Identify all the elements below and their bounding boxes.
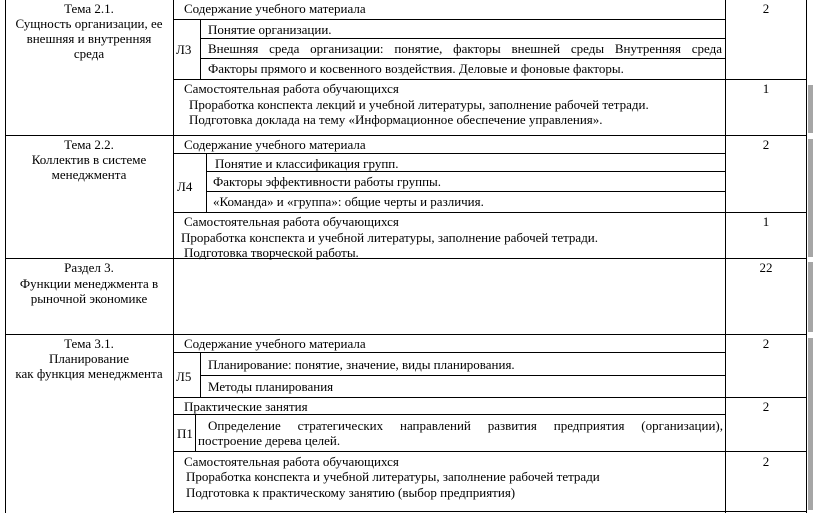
topic-title: как функция менеджмента	[15, 366, 163, 381]
content-item: Понятие организации.	[208, 22, 332, 37]
row-divider	[173, 451, 806, 452]
self-work-line: Проработка конспекта и учебной литературы, заполнение рабочей тетради.	[181, 230, 599, 245]
hours-value: 2	[762, 454, 770, 469]
content-header: Содержание учебного материала	[184, 1, 366, 16]
scan-edge	[808, 85, 813, 133]
lesson-code: Л5	[176, 369, 192, 384]
code-divider	[206, 153, 207, 212]
content-header: Содержание учебного материала	[184, 137, 366, 152]
topic-title: Тема 3.1.	[64, 336, 114, 351]
hours-value: 1	[762, 214, 770, 229]
row-divider	[5, 258, 807, 259]
row-divider	[173, 153, 725, 154]
content-item: Внешняя среда организации: понятие, факторы внешней среды Внутренняя среда	[208, 41, 722, 56]
self-work-line: Проработка конспекта лекций и учебной литературы, заполнение рабочей тетради.	[189, 97, 649, 112]
column-divider	[173, 0, 174, 513]
content-item: Факторы прямого и косвенного воздействия. Деловые и фоновые факторы.	[208, 61, 624, 76]
row-divider	[206, 171, 725, 172]
self-work-title: Самостоятельная работа обучающихся	[184, 214, 399, 229]
self-work-line: Проработка конспекта и учебной литературы, заполнение рабочей тетради	[186, 469, 600, 484]
hours-value: 2	[762, 336, 770, 351]
content-item: Планирование: понятие, значение, виды планирования.	[208, 357, 515, 372]
content-item: Методы планирования	[208, 379, 334, 394]
row-divider	[5, 334, 807, 335]
content-header: Содержание учебного материала	[184, 336, 366, 351]
row-divider	[173, 397, 806, 398]
hours-value: 2	[762, 1, 770, 16]
table-border	[5, 0, 6, 513]
self-work-line: Подготовка творческой работы.	[184, 245, 359, 260]
scan-edge	[808, 338, 813, 510]
topic-title: Тема 2.1.	[64, 1, 114, 16]
hours-value: 1	[762, 81, 770, 96]
practice-title: Практические занятия	[184, 399, 308, 414]
practice-code: П1	[177, 426, 193, 441]
content-item: Факторы эффективности работы группы.	[213, 174, 442, 189]
code-divider	[195, 414, 196, 451]
scan-edge	[808, 139, 813, 257]
content-item: «Команда» и «группа»: общие черты и различия.	[213, 194, 484, 209]
topic-title: Сущность организации, ее	[15, 16, 163, 31]
row-divider	[200, 58, 725, 59]
practice-line: Определение стратегических направлений развития предприятия (организации),	[208, 418, 723, 433]
section-title: Функции менеджмента в	[19, 276, 159, 291]
topic-title: Тема 2.2.	[64, 137, 114, 152]
row-divider	[200, 375, 725, 376]
hours-value: 22	[759, 260, 773, 275]
row-divider	[173, 19, 725, 20]
row-divider	[173, 212, 806, 213]
row-divider	[173, 352, 725, 353]
lesson-code: Л4	[177, 179, 193, 194]
practice-line: построение дерева целей.	[198, 433, 341, 448]
column-divider	[725, 0, 726, 513]
topic-title: менеджмента	[51, 167, 127, 182]
row-divider	[173, 414, 725, 415]
table-border	[806, 0, 807, 513]
self-work-line: Подготовка доклада на тему «Информационное обеспечение управления».	[189, 112, 603, 127]
self-work-title: Самостоятельная работа обучающихся	[184, 454, 399, 469]
self-work-line: Подготовка к практическому занятию (выбор предприятия)	[186, 485, 516, 500]
code-divider	[200, 19, 201, 79]
topic-title: среда	[73, 46, 105, 61]
section-title: рыночной экономике	[30, 291, 148, 306]
topic-title: Планирование	[49, 351, 129, 366]
row-divider	[173, 511, 806, 512]
self-work-title: Самостоятельная работа обучающихся	[184, 81, 399, 96]
content-item: Понятие и классификация групп.	[215, 156, 399, 171]
row-divider	[173, 79, 806, 80]
lesson-code: Л3	[176, 42, 192, 57]
hours-value: 2	[762, 399, 770, 414]
topic-title: внешняя и внутренняя	[26, 31, 152, 46]
hours-value: 2	[762, 137, 770, 152]
row-divider	[5, 135, 807, 136]
scan-edge	[808, 262, 813, 332]
row-divider	[206, 191, 725, 192]
row-divider	[200, 38, 725, 39]
topic-title: Коллектив в системе	[31, 152, 147, 167]
section-title: Раздел 3.	[64, 260, 114, 275]
